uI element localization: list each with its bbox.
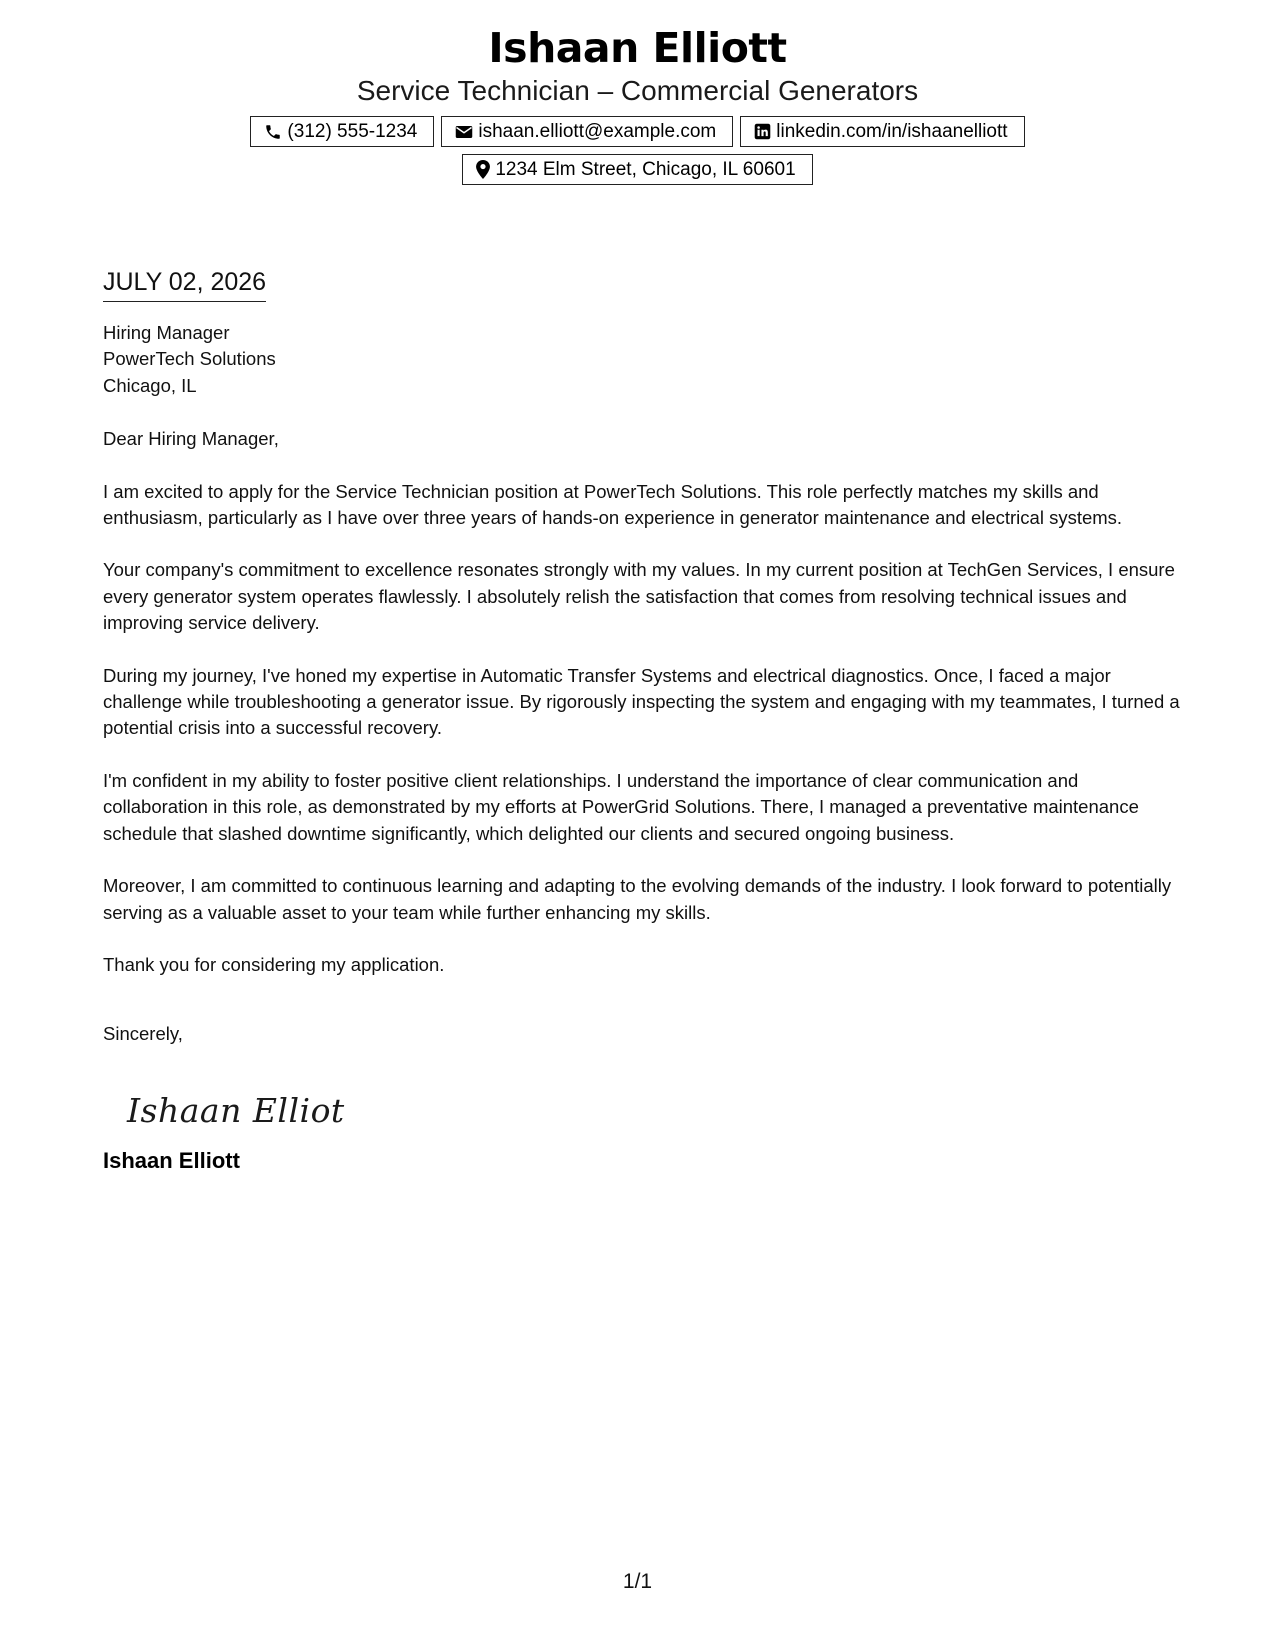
applicant-name: Ishaan Elliott [488,24,787,72]
address-chip[interactable] [462,154,812,185]
letter-body [103,265,1183,1176]
phone-chip[interactable] [250,116,434,147]
linkedin-chip[interactable] [740,116,1024,147]
closing: Sincerely, [103,1023,183,1045]
body-paragraph: During my journey, I've honed my expertise in Automatic Transfer Systems and electrical diagnostics. Once, I faced a major challenge while troubleshooting a generator issue. By rigorously inspecting the system and engaging with my teammates, I turned a potential crisis into a successful recovery. [103,664,1180,739]
recipient-block [103,320,1183,399]
recipient-line: PowerTech Solutions [103,348,276,370]
body-paragraph: Your company's commitment to excellence resonates strongly with my values. In my current position at TechGen Services, I ensure every generator system operates flawlessly. I absolutely relish the satisfaction that comes from resolving technical issues and improving service delivery. [103,559,1175,634]
body-paragraph: Moreover, I am committed to continuous learning and adapting to the evolving demands of the industry. I look forward to potentially serving as a valuable asset to your team while further enhancing my skills. [103,875,1172,923]
email-text: ishaan.elliott@example.com [478,120,717,142]
letter-date: JULY 02, 2026 [103,265,266,302]
recipient-line: Hiring Manager [103,322,230,343]
letter-header [0,22,1275,185]
linkedin-text: linkedin.com/in/ishaanelliott [776,120,1008,142]
map-pin-icon [476,160,490,179]
envelope-icon [455,124,473,140]
page-number: 1/1 [622,1570,653,1593]
recipient-line: Chicago, IL [103,374,197,396]
linkedin-icon [754,123,771,140]
salutation: Dear Hiring Manager, [103,428,279,450]
contact-row-address [0,154,1275,185]
email-chip[interactable] [441,116,733,147]
body-paragraph: Thank you for considering my application. [103,953,445,975]
contact-row [0,116,1275,147]
phone-icon [264,123,282,141]
body-paragraph: I'm confident in my ability to foster positive client relationships. I understand the importance of clear communication and collaboration in this role, as demonstrated by my efforts at PowerGrid Solutions. There, I managed a preventative maintenance schedule that slashed downtime significantly, which delighted our clients and secured ongoing business. [103,769,1139,844]
job-title: Service Technician – Commercial Generators [356,75,919,106]
address-text: 1234 Elm Street, Chicago, IL 60601 [495,158,796,180]
phone-text: (312) 555-1234 [287,120,418,142]
handwritten-signature [125,1086,1183,1134]
signature-script: Ishaan Elliott [127,1090,345,1130]
body-paragraph: I am excited to apply for the Service Technician position at PowerTech Solutions. This role perfectly matches my skills and enthusiasm, particularly as I have over three years of hands-on experience in generator maintenance and electrical systems. [103,480,1123,529]
signer-name: Ishaan Elliott [103,1147,240,1173]
